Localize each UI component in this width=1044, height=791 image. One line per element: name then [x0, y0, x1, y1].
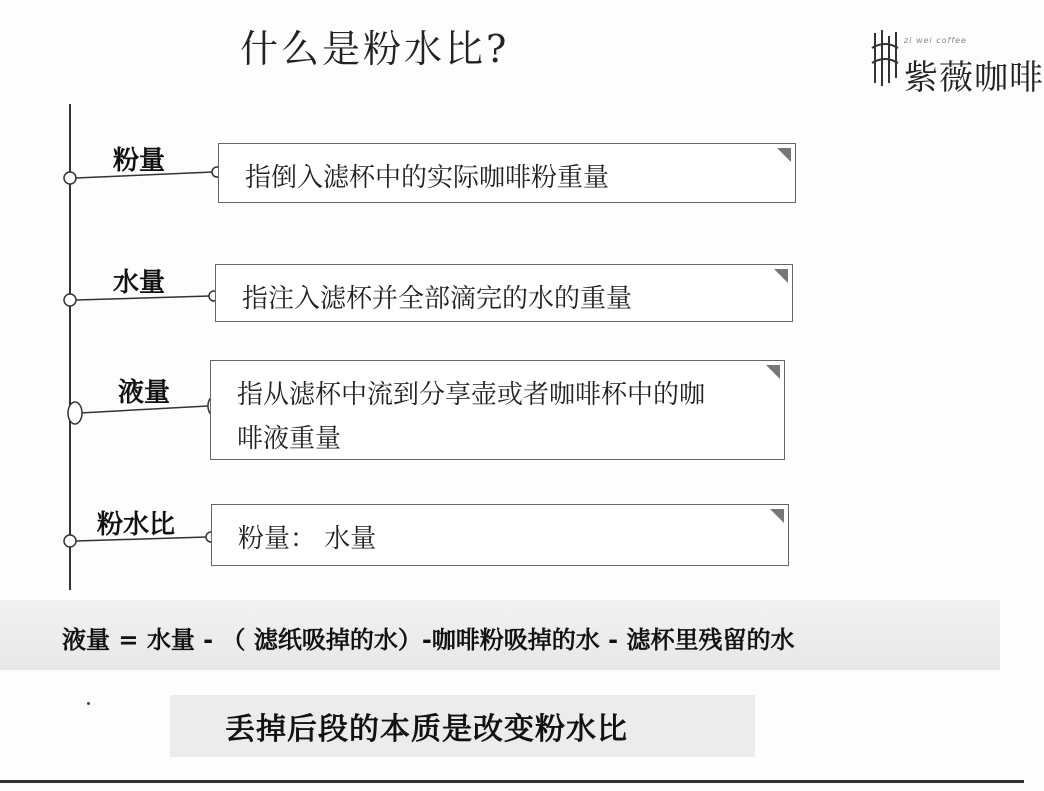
conclusion-text: 丢掉后段的本质是改变粉水比 [225, 712, 628, 747]
row-description-water: 指注入滤杯并全部滴完的水的重量 [242, 284, 633, 314]
logo-text: 紫薇咖啡 [904, 58, 1044, 98]
corner-mark-icon [777, 148, 791, 162]
row-box-water [215, 264, 793, 322]
row-label-powder: 粉量 [113, 146, 166, 176]
row-box-ratio [211, 504, 789, 566]
corner-mark-icon [774, 269, 788, 283]
formula-text: 液量 = 水量 - （ 滤纸吸掉的水）-咖啡粉吸掉的水 - 滤杯里残留的水 [62, 626, 795, 654]
row-label-ratio: 粉水比 [97, 510, 176, 540]
connector-node-left-1 [64, 172, 76, 184]
page-title: 什么是粉水比? [240, 27, 510, 71]
row-description-ratio: 粉量： 水量 [238, 524, 377, 554]
row-description-powder: 指倒入滤杯中的实际咖啡粉重量 [245, 163, 610, 193]
connector-node-left-2 [64, 294, 76, 306]
logo-small-text: zi wei coffee [904, 36, 967, 45]
connector-node-left-3 [68, 402, 82, 424]
stray-dot [87, 702, 90, 705]
corner-mark-icon [766, 365, 780, 379]
bottom-rule [0, 780, 1024, 783]
row-description-liquid: 指从滤杯中流到分享壶或者咖啡杯中的咖啡液重量 [237, 380, 706, 454]
corner-mark-icon [770, 509, 784, 523]
row-box-liquid [210, 360, 785, 460]
row-label-liquid: 液量 [118, 378, 171, 408]
connector-node-left-4 [64, 535, 76, 547]
row-box-powder [218, 143, 796, 203]
row-label-water: 水量 [113, 268, 166, 298]
